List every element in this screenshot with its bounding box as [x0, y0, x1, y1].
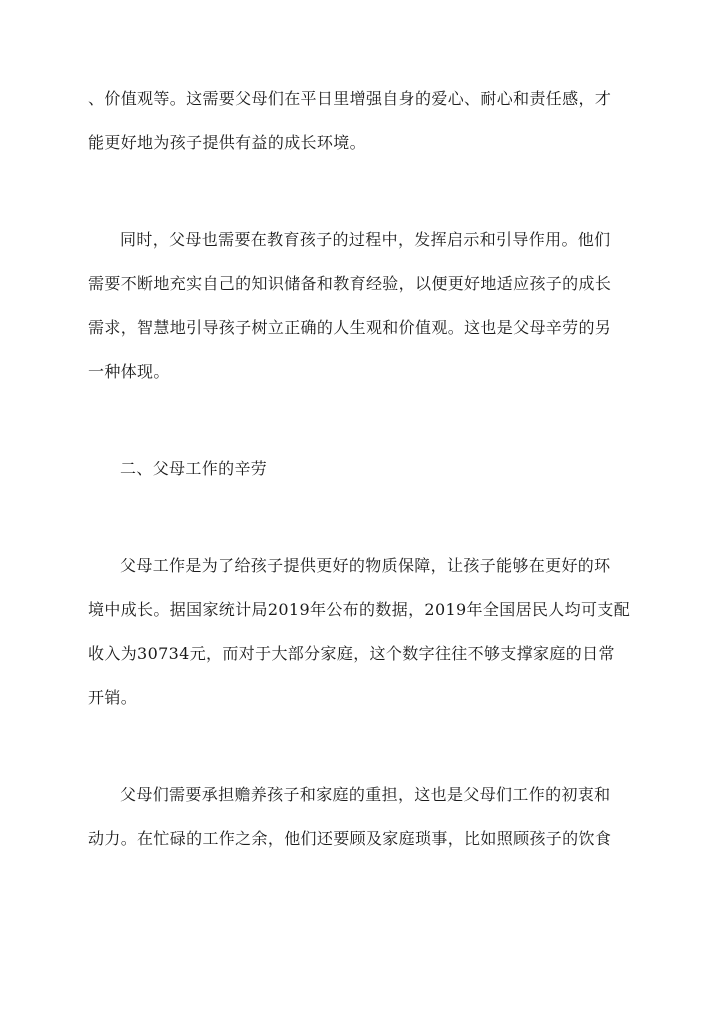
paragraph-2-line-3: 需求，智慧地引导孩子树立正确的人生观和价值观。这也是父母辛劳的另 — [88, 318, 612, 337]
paragraph-1-line-1: 、价值观等。这需要父母们在平日里增强自身的爱心、耐心和责任感，才 — [88, 89, 612, 108]
paragraph-4-line-2: 动力。在忙碌的工作之余，他们还要顾及家庭琐事，比如照顾孩子的饮食 — [88, 829, 612, 848]
paragraph-2-line-1: 同时，父母也需要在教育孩子的过程中，发挥启示和引导作用。他们 — [120, 230, 611, 249]
section-heading: 二、父母工作的辛劳 — [120, 459, 268, 478]
paragraph-3-line-2: 境中成长。据国家统计局2019年公布的数据，2019年全国居民人均可支配 — [88, 600, 631, 619]
paragraph-3-line-4: 开销。 — [88, 688, 138, 707]
paragraph-4-line-1: 父母们需要承担赡养孩子和家庭的重担，这也是父母们工作的初衷和 — [120, 785, 611, 804]
paragraph-2-line-4: 一种体现。 — [88, 362, 170, 381]
paragraph-3-line-1: 父母工作是为了给孩子提供更好的物质保障，让孩子能够在更好的环 — [120, 556, 611, 575]
paragraph-3-line-3: 收入为30734元，而对于大部分家庭，这个数字往往不够支撑家庭的日常 — [88, 644, 615, 663]
paragraph-2-line-2: 需要不断地充实自己的知识储备和教育经验，以便更好地适应孩子的成长 — [88, 274, 612, 293]
paragraph-1-line-2: 能更好地为孩子提供有益的成长环境。 — [88, 133, 366, 152]
